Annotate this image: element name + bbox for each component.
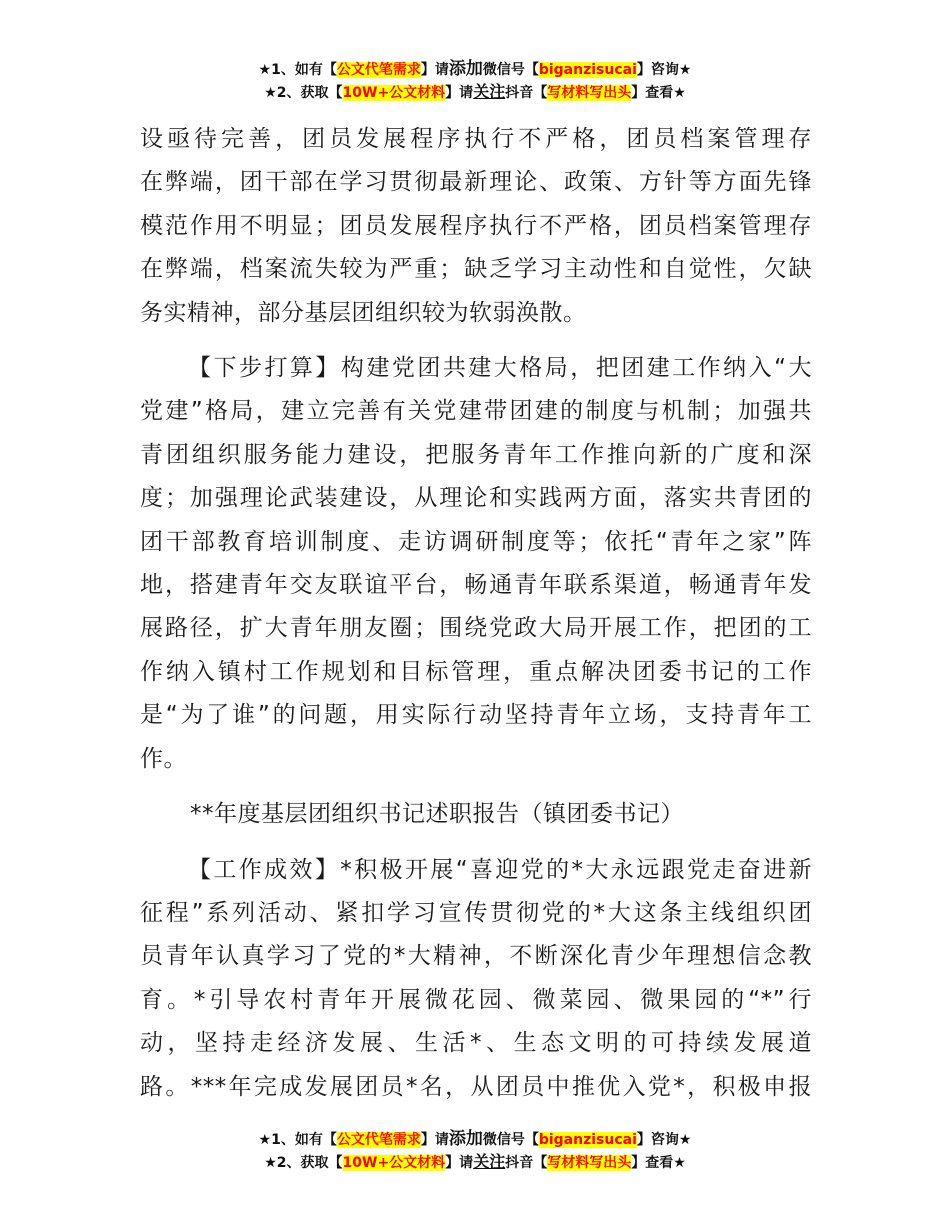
text-line: 是“为了谁”的问题，用实际行动坚持青年立场，支持青年工	[140, 702, 812, 729]
banner-text: 微信号【	[482, 1132, 539, 1148]
banner-text: 请	[434, 62, 449, 78]
banner-highlight: 写材料写出头	[547, 85, 632, 101]
paragraph-problems	[140, 118, 812, 335]
text-line: 员青年认真学习了党的*大精神，不断深化青少年理想信念教	[140, 943, 812, 970]
text-line: 【工作成效】*积极开展“喜迎党的*大永远跟党走奋进新	[188, 856, 812, 883]
banner-emphasis: 添加	[448, 1129, 483, 1149]
text-line: 路。***年完成发展团员*名，从团员中推优入党*，积极申报	[140, 1073, 812, 1100]
text-line: 在弊端，档案流失较为严重；缺乏学习主动性和自觉性，欠缺	[140, 256, 812, 283]
banner-emphasis: 关注	[473, 82, 506, 101]
banner-text: ★2、获取【	[264, 1155, 343, 1171]
banner-text: ★1、如有	[258, 62, 323, 78]
banner-highlight: 公文代笔需求	[336, 1132, 421, 1148]
banner-text: 】	[420, 62, 435, 78]
text-line: 度；加强理论武装建设，从理论和实践两方面，落实共青团的	[140, 485, 812, 512]
banner-line-2	[0, 81, 950, 104]
banner-text: 】咨询★	[636, 62, 692, 78]
text-line: 青团组织服务能力建设，把服务青年工作推向新的广度和深	[140, 441, 812, 468]
banner-line-1	[0, 58, 950, 81]
header-banner	[0, 58, 950, 104]
banner-text: 【	[322, 62, 337, 78]
banner-highlight: 10W+公文材料	[342, 1155, 446, 1171]
text-line: 【下步打算】构建党团共建大格局，把团建工作纳入“大	[188, 355, 812, 382]
banner-text: 抖音【	[505, 85, 548, 101]
text-line: 地，搭建青年交友联谊平台，畅通青年联系渠道，畅通青年发	[140, 572, 812, 599]
text-line: 作。	[140, 745, 187, 772]
banner-text: 】	[420, 1132, 435, 1148]
paragraph-next-steps	[140, 347, 812, 781]
text-line: 动，坚持走经济发展、生活*、生态文明的可持续发展道	[140, 1030, 812, 1057]
banner-highlight: 写材料写出头	[547, 1155, 632, 1171]
banner-text: 】咨询★	[636, 1132, 692, 1148]
text-line: **年度基层团组织书记述职报告（镇团委书记）	[190, 801, 684, 828]
text-line: 展路径，扩大青年朋友圈；围绕党政大局开展工作，把团的工	[140, 615, 812, 642]
section-title	[140, 793, 812, 836]
banner-highlight: 10W+公文材料	[342, 85, 446, 101]
banner-text: 抖音【	[505, 1155, 548, 1171]
text-line: 育。*引导农村青年开展微花园、微菜园、微果园的“*”行	[140, 986, 812, 1013]
banner-text: 请	[434, 1132, 449, 1148]
banner-text: 】请	[445, 1155, 474, 1171]
banner-text: 【	[322, 1132, 337, 1148]
paragraph-achievements	[140, 849, 812, 1109]
document-body	[140, 118, 812, 1121]
banner-text: 】查看★	[631, 1155, 686, 1171]
text-line: 务实精神，部分基层团组织较为软弱涣散。	[140, 299, 587, 326]
banner-line-2	[0, 1151, 950, 1174]
text-line: 模范作用不明显；团员发展程序执行不严格，团员档案管理存	[140, 212, 812, 239]
banner-text: 微信号【	[482, 62, 539, 78]
banner-text: 】请	[445, 85, 474, 101]
banner-emphasis: 关注	[473, 1152, 506, 1171]
banner-text: ★1、如有	[258, 1132, 323, 1148]
banner-wechat-id: biganzisucai	[538, 1132, 637, 1148]
text-line: 征程”系列活动、紧扣学习宣传贯彻党的*大这条主线组织团	[140, 899, 812, 926]
text-line: 团干部教育培训制度、走访调研制度等；依托“青年之家”阵	[140, 528, 812, 555]
banner-wechat-id: biganzisucai	[538, 62, 637, 78]
text-line: 作纳入镇村工作规划和目标管理，重点解决团委书记的工作	[140, 658, 812, 685]
text-line: 在弊端，团干部在学习贯彻最新理论、政策、方针等方面先锋	[140, 169, 812, 196]
text-line: 设亟待完善，团员发展程序执行不严格，团员档案管理存	[140, 126, 812, 152]
text-line: 党建”格局，建立完善有关党建带团建的制度与机制；加强共	[140, 398, 812, 425]
banner-highlight: 公文代笔需求	[336, 62, 421, 78]
banner-text: ★2、获取【	[264, 85, 343, 101]
banner-text: 】查看★	[631, 85, 686, 101]
banner-line-1	[0, 1128, 950, 1151]
footer-banner	[0, 1128, 950, 1174]
banner-emphasis: 添加	[448, 59, 483, 79]
